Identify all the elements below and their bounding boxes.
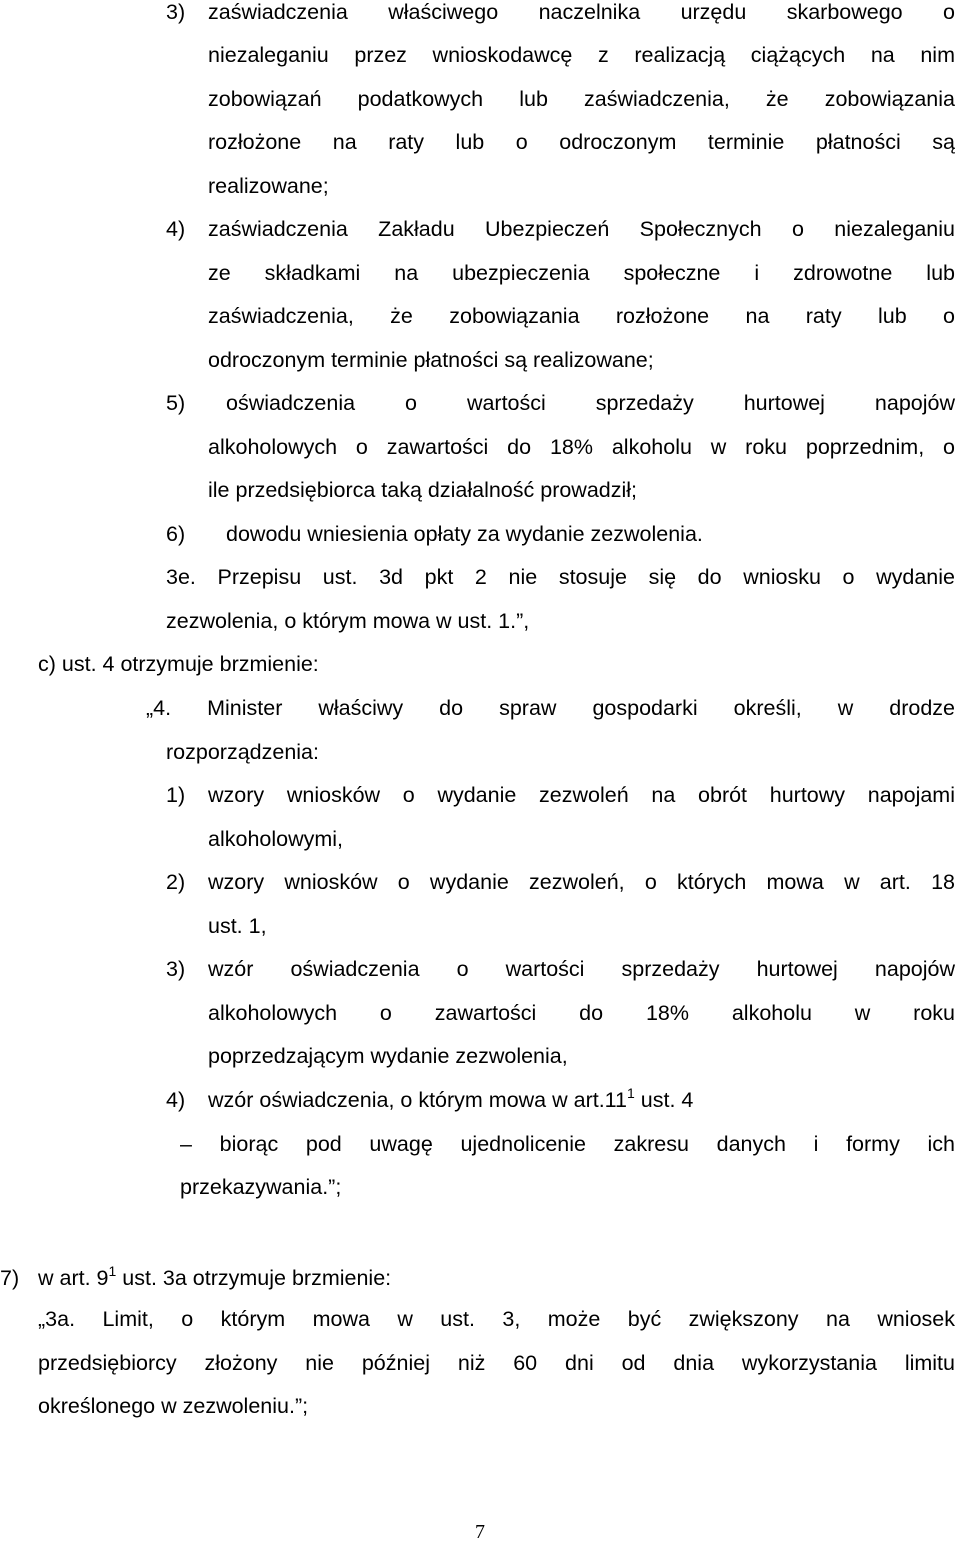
item-7-text: w art. 9 xyxy=(38,1266,109,1290)
item-6-line-1: dowodu wniesienia opłaty za wydanie zezwolenia. xyxy=(226,522,703,546)
regulation-item-2-number: 2) xyxy=(166,870,186,894)
regulation-item-3-number: 3) xyxy=(166,957,186,981)
item-5-number: 5) xyxy=(166,391,186,415)
item-5-line-3: ile przedsiębiorca taką działalność prowadził; xyxy=(208,478,638,502)
regulation-item-2-line-1: wzory wniosków o wydanie zezwoleń, o których mowa w art. 18 xyxy=(208,870,955,894)
paragraph-4-line-2: rozporządzenia: xyxy=(166,740,319,764)
superscript-mark: 1 xyxy=(108,1263,117,1279)
regulation-item-1-number: 1) xyxy=(166,783,186,807)
item-7-line-1 xyxy=(38,1264,391,1292)
item-4-number: 4) xyxy=(166,217,186,241)
item-6-number: 6) xyxy=(166,522,186,546)
regulation-item-2-line-2: ust. 1, xyxy=(208,914,267,938)
regulation-item-4-text-end: ust. 4 xyxy=(634,1088,694,1112)
item-5-line-1: oświadczenia o wartości sprzedaży hurtowej napojów xyxy=(226,391,955,415)
regulation-item-4-text: wzór oświadczenia, o którym mowa w art.11 xyxy=(208,1088,627,1112)
paragraph-3a-line-1: „3a. Limit, o którym mowa w ust. 3, może być zwiększony na wniosek xyxy=(38,1307,955,1331)
regulation-item-1-line-1: wzory wniosków o wydanie zezwoleń na obrót hurtowy napojami xyxy=(208,783,955,807)
superscript-mark: 1 xyxy=(627,1085,635,1101)
item-3-line-3: zobowiązań podatkowych lub zaświadczenia, że zobowiązania xyxy=(208,87,955,111)
paragraph-3a-line-2: przedsiębiorcy złożony nie później niż 60 dni od dnia wykorzystania limitu xyxy=(38,1351,955,1375)
item-3-line-1: zaświadczenia właściwego naczelnika urzędu skarbowego o xyxy=(208,0,955,24)
regulation-item-4-number: 4) xyxy=(166,1088,186,1112)
item-5-line-2: alkoholowych o zawartości do 18% alkoholu w roku poprzednim, o xyxy=(208,435,955,459)
item-3-line-5: realizowane; xyxy=(208,174,329,198)
closing-clause-line-1: – biorąc pod uwagę ujednolicenie zakresu danych i formy ich xyxy=(180,1132,955,1156)
item-7-text-end: ust. 3a otrzymuje brzmienie: xyxy=(116,1266,392,1290)
item-4-line-2: ze składkami na ubezpieczenia społeczne i zdrowotne lub xyxy=(208,261,955,285)
regulation-item-4-line-1 xyxy=(208,1086,693,1114)
regulation-item-1-line-2: alkoholowymi, xyxy=(208,827,344,851)
item-4-line-4: odroczonym terminie płatności są realizowane; xyxy=(208,348,654,372)
regulation-item-3-line-1: wzór oświadczenia o wartości sprzedaży hurtowej napojów xyxy=(208,957,955,981)
page-number: 7 xyxy=(475,1521,485,1543)
item-7-number: 7) xyxy=(0,1266,20,1290)
paragraph-3a-line-3: określonego w zezwoleniu.”; xyxy=(38,1394,309,1418)
item-3-line-4: rozłożone na raty lub o odroczonym terminie płatności są xyxy=(208,130,955,154)
paragraph-4-line-1: „4. Minister właściwy do spraw gospodarki określi, w drodze xyxy=(146,696,955,720)
paragraph-3e-line-2: zezwolenia, o którym mowa w ust. 1.”, xyxy=(166,609,530,633)
regulation-item-3-line-2: alkoholowych o zawartości do 18% alkoholu w roku xyxy=(208,1001,955,1025)
item-3-line-2: niezaleganiu przez wnioskodawcę z realizacją ciążących na nim xyxy=(208,43,955,67)
item-3-number: 3) xyxy=(166,0,186,24)
item-4-line-3: zaświadczenia, że zobowiązania rozłożone na raty lub o xyxy=(208,304,955,328)
regulation-item-3-line-3: poprzedzającym wydanie zezwolenia, xyxy=(208,1044,568,1068)
closing-clause-line-2: przekazywania.”; xyxy=(180,1175,342,1199)
paragraph-3e-line-1: 3e. Przepisu ust. 3d pkt 2 nie stosuje się do wniosku o wydanie xyxy=(166,565,955,589)
point-c-line: c) ust. 4 otrzymuje brzmienie: xyxy=(38,652,319,676)
item-4-line-1: zaświadczenia Zakładu Ubezpieczeń Społecznych o niezaleganiu xyxy=(208,217,955,241)
